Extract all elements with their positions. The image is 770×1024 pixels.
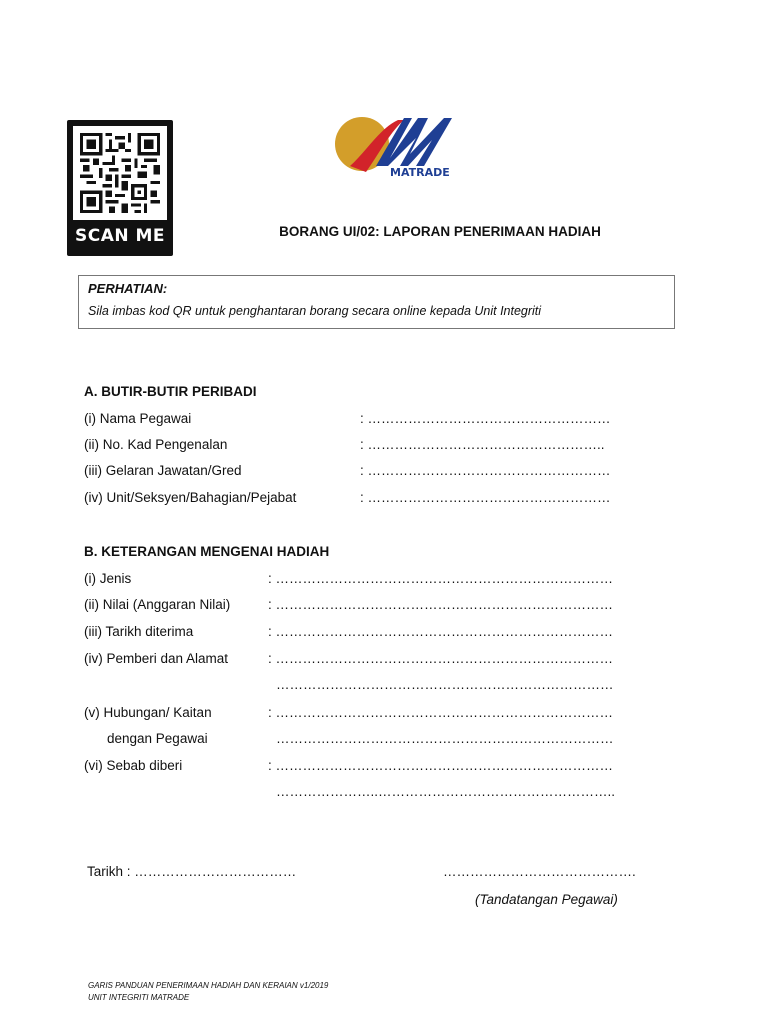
- section-b-title: B. KETERANGAN MENGENAI HADIAH: [84, 544, 330, 559]
- section-a-title: A. BUTIR-BUTIR PERIBADI: [84, 384, 257, 399]
- field-label-nilai: (ii) Nilai (Anggaran Nilai): [84, 597, 231, 612]
- notice-body: Sila imbas kod QR untuk penghantaran borang secara online kepada Unit Integriti: [88, 304, 542, 318]
- field-label-hubungan: (v) Hubungan/ Kaitan: [84, 705, 212, 720]
- field-input-tarikh-diterima[interactable]: : …………………………………………………………………: [268, 624, 614, 639]
- field-label-sebab: (vi) Sebab diberi: [84, 758, 183, 773]
- scan-me-label: SCAN ME: [74, 226, 166, 246]
- field-label-pemberi: (iv) Pemberi dan Alamat: [84, 651, 229, 666]
- logo-text: MATRADE: [390, 166, 450, 179]
- notice-box: [78, 275, 675, 329]
- field-label-unit: (iv) Unit/Seksyen/Bahagian/Pejabat: [84, 490, 297, 505]
- field-input-unit[interactable]: : ………………………………………………: [360, 490, 611, 505]
- field-input-sebab-line2[interactable]: …………………..……………………………………………..: [276, 784, 616, 799]
- form-title: BORANG UI/02: LAPORAN PENERIMAAN HADIAH: [279, 224, 601, 239]
- field-input-jawatan[interactable]: : ………………………………………………: [360, 463, 611, 478]
- field-label-jawatan: (iii) Gelaran Jawatan/Gred: [84, 463, 242, 478]
- signature-caption: (Tandatangan Pegawai): [475, 892, 618, 907]
- field-label-nama: (i) Nama Pegawai: [84, 411, 192, 426]
- field-input-sebab[interactable]: : …………………………………………………………………: [268, 758, 614, 773]
- notice-heading: PERHATIAN:: [88, 281, 168, 296]
- field-input-nilai[interactable]: : …………………………………………………………………: [268, 597, 614, 612]
- field-label-kad-pengenalan: (ii) No. Kad Pengenalan: [84, 437, 228, 452]
- field-input-hubungan[interactable]: : …………………………………………………………………: [268, 705, 614, 720]
- field-input-nama[interactable]: : ………………………………………………: [360, 411, 611, 426]
- signature-line[interactable]: …………………………………….: [443, 864, 636, 879]
- footer-guideline: GARIS PANDUAN PENERIMAAN HADIAH DAN KERAIAN v1/2019: [88, 981, 329, 990]
- field-label-jenis: (i) Jenis: [84, 571, 132, 586]
- field-input-pemberi-line2[interactable]: …………………………………………………………………: [276, 677, 614, 692]
- field-input-pemberi[interactable]: : …………………………………………………………………: [268, 651, 614, 666]
- matrade-logo: [332, 114, 454, 180]
- qr-code-icon: [73, 126, 167, 220]
- field-label-tarikh-diterima: (iii) Tarikh diterima: [84, 624, 194, 639]
- field-label-hubungan-line2: dengan Pegawai: [107, 731, 208, 746]
- footer-unit: UNIT INTEGRITI MATRADE: [88, 993, 190, 1002]
- field-input-jenis[interactable]: : …………………………………………………………………: [268, 571, 614, 586]
- field-input-hubungan-line2[interactable]: …………………………………………………………………: [276, 731, 614, 746]
- field-input-kad-pengenalan[interactable]: : ……………………………………………..: [360, 437, 605, 452]
- date-field[interactable]: Tarikh : ………………………………: [87, 864, 297, 879]
